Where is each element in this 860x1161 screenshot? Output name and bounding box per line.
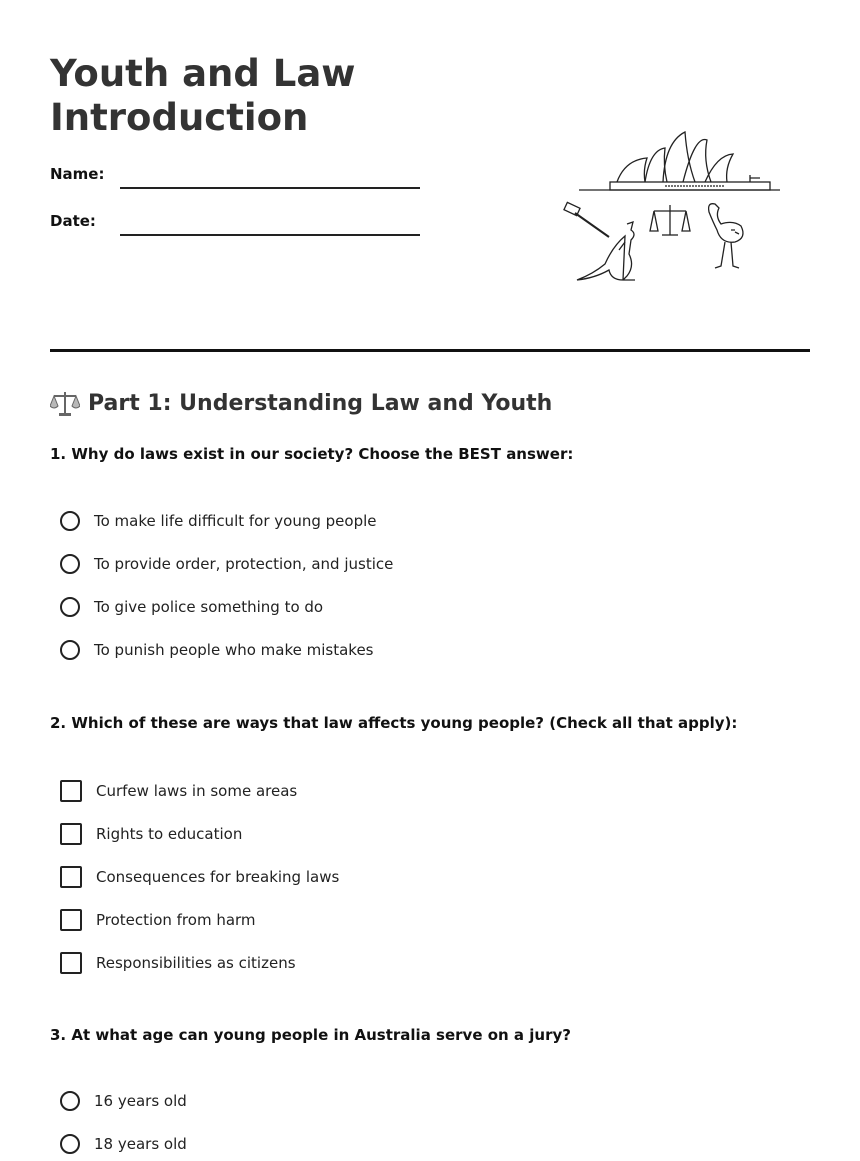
option-label: To give police something to do: [94, 598, 324, 616]
q1-option-3[interactable]: [60, 597, 323, 617]
emu-icon: [709, 204, 743, 268]
q2-option-1[interactable]: [60, 780, 297, 802]
part1-heading: [50, 388, 552, 418]
q1-option-4[interactable]: [60, 640, 374, 660]
q3-option-1[interactable]: [60, 1091, 187, 1111]
question-2: 2. Which of these are ways that law affects young people? (Check all that apply):: [50, 714, 738, 732]
checkbox[interactable]: [60, 823, 82, 845]
name-label: Name:: [50, 165, 105, 183]
radio-button[interactable]: [60, 1134, 80, 1154]
scales-icon: [650, 205, 690, 235]
option-label: Protection from harm: [96, 911, 256, 929]
option-label: Curfew laws in some areas: [96, 782, 298, 800]
date-label: Date:: [50, 212, 96, 230]
option-label: To provide order, protection, and justice: [94, 555, 394, 573]
option-label: 16 years old: [94, 1092, 187, 1110]
option-label: Consequences for breaking laws: [96, 868, 340, 886]
opera-house-icon: [579, 132, 780, 190]
option-label: To punish people who make mistakes: [94, 641, 374, 659]
radio-button[interactable]: [60, 640, 80, 660]
q2-option-4[interactable]: [60, 909, 256, 931]
q1-option-1[interactable]: [60, 511, 376, 531]
radio-button[interactable]: [60, 1091, 80, 1111]
date-field[interactable]: [120, 234, 420, 236]
balance-scale-icon: [50, 388, 80, 418]
option-label: Rights to education: [96, 825, 243, 843]
part1-heading-text: Part 1: Understanding Law and Youth: [88, 390, 553, 416]
kangaroo-icon: [577, 222, 635, 280]
gavel-icon: [564, 202, 609, 237]
option-label: Responsibilities as citizens: [96, 954, 296, 972]
checkbox[interactable]: [60, 909, 82, 931]
question-1: 1. Why do laws exist in our society? Choose the BEST answer:: [50, 445, 574, 463]
option-label: 18 years old: [94, 1135, 187, 1153]
worksheet-title: [50, 52, 450, 140]
radio-button[interactable]: [60, 554, 80, 574]
title-line-2: Introduction: [50, 96, 309, 139]
checkbox[interactable]: [60, 866, 82, 888]
name-field[interactable]: [120, 187, 420, 189]
radio-button[interactable]: [60, 597, 80, 617]
q2-option-2[interactable]: [60, 823, 242, 845]
question-3: 3. At what age can young people in Australia serve on a jury?: [50, 1026, 571, 1044]
option-label: To make life difficult for young people: [94, 512, 377, 530]
title-line-1: Youth and Law: [50, 52, 356, 95]
q2-option-5[interactable]: [60, 952, 296, 974]
australia-law-illustration: [555, 120, 795, 290]
checkbox[interactable]: [60, 780, 82, 802]
q2-option-3[interactable]: [60, 866, 339, 888]
radio-button[interactable]: [60, 511, 80, 531]
header-divider: [50, 349, 810, 352]
q1-option-2[interactable]: [60, 554, 393, 574]
q3-option-2[interactable]: [60, 1134, 187, 1154]
checkbox[interactable]: [60, 952, 82, 974]
